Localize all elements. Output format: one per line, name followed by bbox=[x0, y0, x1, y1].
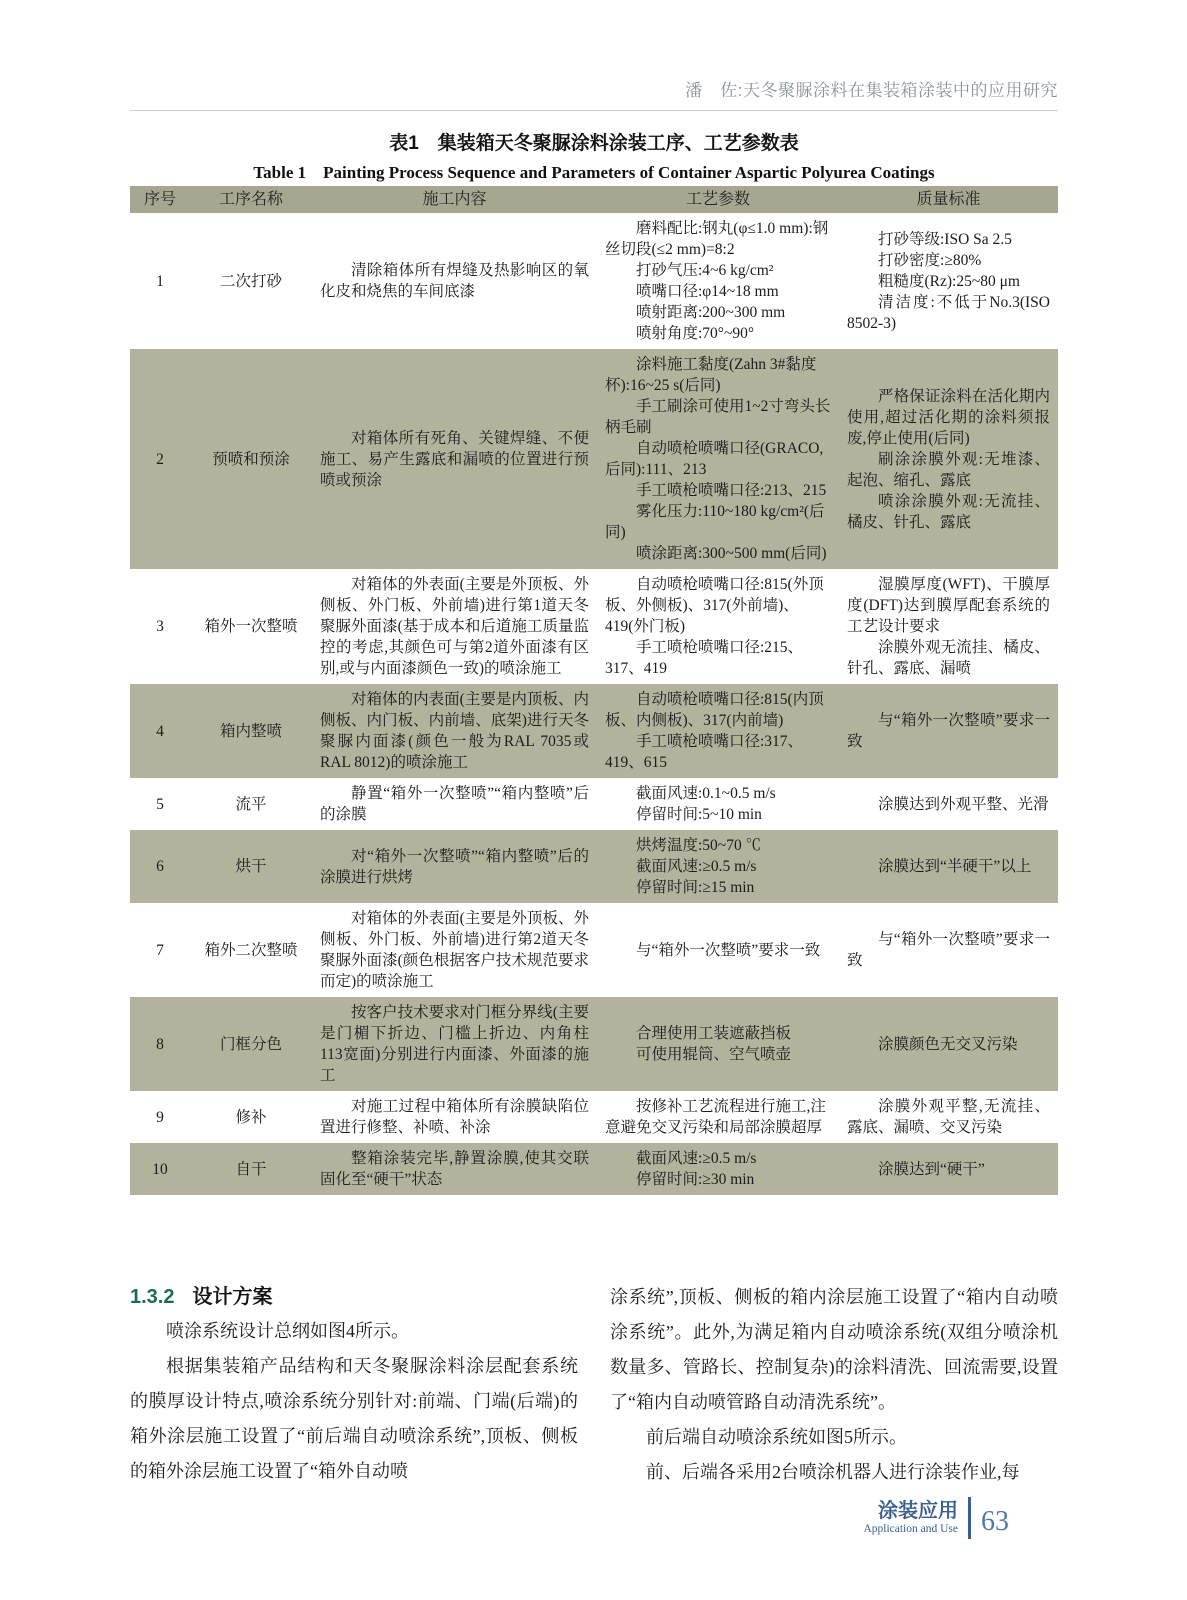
body-paragraph: 前、后端各采用2台喷涂机器人进行涂装作业,每 bbox=[646, 1462, 1020, 1482]
process-name: 修补 bbox=[235, 1108, 267, 1126]
construction-content-cell bbox=[312, 569, 597, 684]
process-parameter: 烘烤温度:50~70 ℃ bbox=[636, 837, 762, 854]
quality-standard: 涂膜颜色无交叉污染 bbox=[878, 1035, 1018, 1053]
process-row-2 bbox=[130, 349, 1058, 569]
quality-standard: 严格保证涂料在活化期内使用,超过活化期的涂料须报废,停止使用(后同) bbox=[847, 387, 1050, 447]
process-parameter: 打砂气压:4~6 kg/cm² bbox=[636, 262, 774, 279]
sequence-number: 5 bbox=[156, 795, 164, 813]
process-name: 二次打砂 bbox=[219, 272, 282, 290]
footer-section-chinese: 涂装应用 bbox=[878, 1500, 958, 1522]
process-parameter: 磨料配比:钢丸(φ≤1.0 mm):钢丝切段(≤2 mm)=8:2 bbox=[605, 220, 829, 258]
process-parameter: 喷涂距离:300~500 mm(后同) bbox=[636, 545, 827, 562]
construction-content: 对箱体的外表面(主要是外顶板、外侧板、外门板、外前墙)进行第1道天冬聚脲外面漆(基于成本和后道施工质量监控的考虑,其颜色可与第2道外面漆有区别,或与内面漆颜色一致)的喷涂施工 bbox=[320, 576, 589, 677]
process-name: 箱内整喷 bbox=[190, 684, 312, 778]
process-row-8 bbox=[130, 997, 1058, 1091]
process-parameter: 喷嘴口径:φ14~18 mm bbox=[636, 283, 779, 300]
process-parameter-cell bbox=[597, 903, 839, 997]
quality-standard: 刷涂涂膜外观:无堆漆、起泡、缩孔、露底 bbox=[847, 450, 1050, 489]
process-row-3 bbox=[130, 569, 1058, 684]
construction-content: 按客户技术要求对门框分界线(主要是门楣下折边、门槛上折边、内角柱113宽面)分别进行内面漆、外面漆的施工 bbox=[320, 1004, 589, 1084]
process-parameter: 截面风速:≥0.5 m/s bbox=[636, 1150, 757, 1167]
quality-standard: 涂膜达到“硬干” bbox=[878, 1160, 985, 1178]
column-header: 工艺参数 bbox=[597, 186, 839, 213]
process-parameter: 截面风速:≥0.5 m/s bbox=[636, 858, 757, 875]
section-title: 设计方案 bbox=[192, 1286, 273, 1308]
quality-standard-cell bbox=[839, 213, 1058, 349]
body-paragraph: 喷涂系统设计总纲如图4所示。 bbox=[166, 1321, 409, 1341]
quality-standard: 涂膜达到外观平整、光滑 bbox=[878, 795, 1049, 813]
process-parameter: 手工喷枪喷嘴口径:215、317、419 bbox=[605, 639, 804, 677]
footer-section-english: Application and Use bbox=[863, 1523, 958, 1535]
quality-standard-cell bbox=[839, 903, 1058, 997]
construction-content: 清除箱体所有焊缝及热影响区的氧化皮和烧焦的车间底漆 bbox=[320, 262, 589, 300]
process-parameter: 雾化压力:110~180 kg/cm²(后同) bbox=[605, 503, 825, 541]
quality-standard-cell bbox=[839, 830, 1058, 903]
process-parameter: 手工刷涂可使用1~2寸弯头长柄毛刷 bbox=[605, 398, 831, 436]
quality-standard: 与“箱外一次整喷”要求一致 bbox=[847, 712, 1050, 750]
process-parameter: 自动喷枪喷嘴口径:815(外顶板、外侧板)、317(外前墙)、419(外门板) bbox=[605, 576, 824, 635]
process-name: 预喷和预涂 bbox=[190, 349, 312, 569]
process-parameter: 停留时间:5~10 min bbox=[636, 806, 762, 823]
process-parameter-cell bbox=[597, 1143, 839, 1195]
sequence-number: 8 bbox=[130, 997, 190, 1091]
construction-content-cell bbox=[312, 1091, 597, 1143]
quality-standard: 湿膜厚度(WFT)、干膜厚度(DFT)达到膜厚配套系统的工艺设计要求 bbox=[847, 576, 1050, 635]
construction-content-cell bbox=[312, 830, 597, 903]
process-table-body bbox=[130, 213, 1058, 1195]
process-parameter-cell bbox=[597, 830, 839, 903]
process-parameter: 自动喷枪喷嘴口径(GRACO,后同):111、213 bbox=[605, 440, 824, 478]
process-parameter-cell bbox=[597, 1091, 839, 1143]
construction-content: 对箱体的内表面(主要是内顶板、内侧板、内门板、内前墙、底架)进行天冬聚脲内面漆(颜色一般为RAL 7035或RAL 8012)的喷涂施工 bbox=[320, 691, 589, 771]
quality-standard-cell bbox=[839, 684, 1058, 778]
quality-standard-cell bbox=[839, 1091, 1058, 1143]
column-header: 序号 bbox=[130, 186, 190, 213]
process-parameter-cell bbox=[597, 778, 839, 830]
page-number: 63 bbox=[981, 1506, 1009, 1537]
left-column bbox=[130, 1280, 578, 1490]
process-name: 箱外一次整喷 bbox=[204, 618, 298, 635]
quality-standard: 喷涂涂膜外观:无流挂、橘皮、针孔、露底 bbox=[847, 492, 1050, 531]
process-parameter: 合理使用工装遮蔽挡板 bbox=[636, 1025, 792, 1042]
construction-content-cell bbox=[312, 778, 597, 830]
process-parameter-cell bbox=[597, 684, 839, 778]
column-header: 施工内容 bbox=[312, 186, 597, 213]
process-row-5 bbox=[130, 778, 1058, 830]
construction-content: 对施工过程中箱体所有涂膜缺陷位置进行修整、补喷、补涂 bbox=[320, 1098, 589, 1136]
body-paragraph: 涂系统”,顶板、侧板的箱内涂层施工设置了“箱内自动喷涂系统”。此外,为满足箱内自动喷涂系统(双组分喷涂机数量多、管路长、控制复杂)的涂料清洗、回流需要,设置了“箱内自动喷管路自动清洗系统”。 bbox=[610, 1287, 1058, 1412]
process-row-6 bbox=[130, 830, 1058, 903]
process-table bbox=[130, 186, 1058, 1195]
construction-content: 对“箱外一次整喷”“箱内整喷”后的涂膜进行烘烤 bbox=[320, 847, 589, 886]
process-row-1 bbox=[130, 213, 1058, 349]
footer-divider bbox=[968, 1497, 971, 1539]
sequence-number: 1 bbox=[156, 272, 164, 290]
process-parameter-cell bbox=[597, 569, 839, 684]
section-number: 1.3.2 bbox=[130, 1286, 175, 1308]
body-paragraph: 根据集装箱产品结构和天冬聚脲涂料涂层配套系统的膜厚设计特点,喷涂系统分别针对:前端、门端(后端)的箱外涂层施工设置了“前后端自动喷涂系统”,顶板、侧板的箱外涂层施工设置了“箱外自动喷 bbox=[130, 1356, 578, 1481]
sequence-number: 3 bbox=[156, 618, 164, 635]
process-parameter: 停留时间:≥30 min bbox=[636, 1171, 755, 1188]
process-parameter: 截面风速:0.1~0.5 m/s bbox=[636, 785, 776, 802]
construction-content-cell bbox=[312, 684, 597, 778]
process-row-10 bbox=[130, 1143, 1058, 1195]
process-parameter: 自动喷枪喷嘴口径:815(内顶板、内侧板)、317(内前墙) bbox=[605, 691, 824, 729]
table-title-chinese: 表1 集装箱天冬聚脲涂料涂装工序、工艺参数表 bbox=[389, 133, 799, 154]
process-parameter: 喷射距离:200~300 mm bbox=[636, 304, 786, 321]
construction-content: 对箱体所有死角、关键焊缝、不便施工、易产生露底和漏喷的位置进行预喷或预涂 bbox=[320, 429, 589, 489]
process-parameter: 喷射角度:70°~90° bbox=[636, 325, 755, 342]
quality-standard-cell bbox=[839, 778, 1058, 830]
column-header: 工序名称 bbox=[190, 186, 312, 213]
quality-standard-cell bbox=[839, 1143, 1058, 1195]
process-parameter: 涂料施工黏度(Zahn 3#黏度杯):16~25 s(后同) bbox=[605, 356, 817, 394]
process-row-7 bbox=[130, 903, 1058, 997]
process-parameter: 按修补工艺流程进行施工,注意避免交叉污染和局部涂膜超厚 bbox=[605, 1098, 826, 1136]
sequence-number: 6 bbox=[130, 830, 190, 903]
quality-standard: 打砂密度:≥80% bbox=[878, 251, 982, 269]
construction-content-cell bbox=[312, 213, 597, 349]
construction-content-cell bbox=[312, 349, 597, 569]
process-parameter: 可使用辊筒、空气喷壶 bbox=[636, 1046, 792, 1063]
construction-content-cell bbox=[312, 903, 597, 997]
construction-content-cell bbox=[312, 1143, 597, 1195]
process-name: 门框分色 bbox=[190, 997, 312, 1091]
construction-content: 静置“箱外一次整喷”“箱内整喷”后的涂膜 bbox=[320, 785, 589, 823]
quality-standard: 涂膜外观平整,无流挂、露底、漏喷、交叉污染 bbox=[847, 1098, 1050, 1136]
process-name: 流平 bbox=[235, 795, 267, 813]
footer-section-labels bbox=[863, 1500, 958, 1536]
process-name: 烘干 bbox=[190, 830, 312, 903]
process-parameter: 手工喷枪喷嘴口径:317、419、615 bbox=[605, 733, 804, 771]
quality-standard: 涂膜达到“半硬干”以上 bbox=[878, 858, 1032, 875]
quality-standard: 涂膜外观无流挂、橘皮、针孔、露底、漏喷 bbox=[847, 639, 1050, 677]
process-parameter-cell bbox=[597, 213, 839, 349]
running-head: 潘 佐:天冬聚脲涂料在集装箱涂装中的应用研究 bbox=[130, 76, 1058, 111]
page-footer bbox=[863, 1497, 1009, 1539]
table-title-english: Table 1 Painting Process Sequence and Parameters of Container Aspartic Polyurea Coatings bbox=[253, 163, 935, 182]
process-parameter: 与“箱外一次整喷”要求一致 bbox=[636, 941, 821, 959]
construction-content-cell bbox=[312, 997, 597, 1091]
sequence-number: 2 bbox=[130, 349, 190, 569]
quality-standard-cell bbox=[839, 349, 1058, 569]
body-text-columns bbox=[130, 1280, 1058, 1490]
section-heading bbox=[130, 1280, 578, 1314]
process-name: 箱外二次整喷 bbox=[204, 941, 298, 959]
process-row-9 bbox=[130, 1091, 1058, 1143]
quality-standard: 与“箱外一次整喷”要求一致 bbox=[847, 931, 1050, 969]
quality-standard-cell bbox=[839, 997, 1058, 1091]
quality-standard: 打砂等级:ISO Sa 2.5 bbox=[878, 230, 1012, 248]
left-paragraphs bbox=[130, 1314, 578, 1489]
process-parameter-cell bbox=[597, 349, 839, 569]
construction-content: 对箱体的外表面(主要是外顶板、外侧板、外门板、外前墙)进行第2道天冬聚脲外面漆(颜色根据客户技术规范要求而定)的喷涂施工 bbox=[320, 910, 589, 990]
sequence-number: 7 bbox=[156, 941, 164, 959]
sequence-number: 4 bbox=[130, 684, 190, 778]
column-header: 质量标准 bbox=[839, 186, 1058, 213]
sequence-number: 9 bbox=[156, 1108, 164, 1126]
sequence-number: 10 bbox=[130, 1143, 190, 1195]
quality-standard: 粗糙度(Rz):25~80 μm bbox=[878, 272, 1020, 290]
process-parameter: 手工喷枪喷嘴口径:213、215 bbox=[636, 482, 827, 499]
process-row-4 bbox=[130, 684, 1058, 778]
process-parameter-cell bbox=[597, 997, 839, 1091]
process-parameter: 停留时间:≥15 min bbox=[636, 879, 755, 896]
quality-standard: 清洁度:不低于No.3(ISO 8502-3) bbox=[847, 293, 1050, 332]
body-paragraph: 前后端自动喷涂系统如图5所示。 bbox=[646, 1427, 907, 1447]
process-name: 自干 bbox=[190, 1143, 312, 1195]
right-column bbox=[610, 1280, 1058, 1490]
quality-standard-cell bbox=[839, 569, 1058, 684]
table-header-row bbox=[130, 186, 1058, 213]
construction-content: 整箱涂装完毕,静置涂膜,使其交联固化至“硬干”状态 bbox=[320, 1150, 589, 1188]
